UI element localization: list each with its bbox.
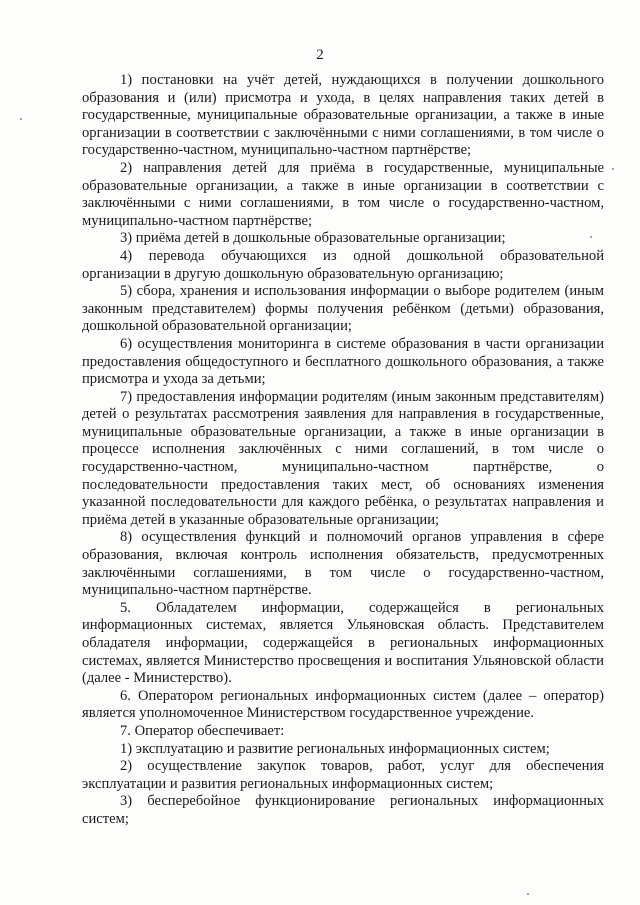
paragraph-10: 6. Оператором региональных информационных систем (далее – оператор) является уполномоченное Министерством государственное учреждение. [82,687,604,722]
paragraph-6: 6) осуществления мониторинга в системе образования в части организации предоставления общедоступного и бесплатного дошкольного образования, а также присмотра и ухода за детьми; [82,335,604,388]
paragraph-2: 2) направления детей для приёма в государственные, муниципальные образовательные организации, а также в иные организации в соответствии с заключёнными с ними соглашениями, в том числе о государственно-частном, муниципально-частном партнёрстве; [82,159,604,229]
scan-speck [612,168,614,170]
paragraph-13: 2) осуществление закупок товаров, работ, услуг для обеспечения эксплуатации и развития региональных информационных систем; [82,758,604,792]
page-number: 2 [316,47,324,63]
paragraph-14: 3) бесперебойное функционирование региональных информационных систем; [82,793,604,827]
scan-speck [527,893,529,895]
document-body [82,72,604,829]
paragraph-12: 1) эксплуатацию и развитие региональных информационных систем; [120,740,550,757]
paragraph-8: 8) осуществления функций и полномочий органов управления в сфере образования, включая контроль исполнения обязательств, предусмотренных заключёнными соглашениями, в том числе о государственно-частном, муниципально-частном партнёрстве. [82,529,604,599]
paragraph-9: 5. Обладателем информации, содержащейся в региональных информационных системах, является Ульяновская область. Представителем обладателя информации, содержащейся в региональных информационных системах, является Министерство просвещения и воспитания Ульяновской области (далее - Министерство). [82,599,604,687]
paragraph-1: 1) постановки на учёт детей, нуждающихся в получении дошкольного образования и (или) присмотра и ухода, в целях направления таких детей в государственные, муниципальные образовательные организации, а также в иные организации в соответствии с заключёнными с ними соглашениями, в том числе о государственно-частном, муниципально-частном партнёрстве; [82,72,604,159]
paragraph-5: 5) сбора, хранения и использования информации о выборе родителем (иным законным представителем) формы получения ребёнком (детьми) образования, дошкольной образовательной организации; [82,283,604,335]
paragraph-3: 3) приёма детей в дошкольные образовательные организации; [120,230,506,247]
scan-speck [590,236,592,238]
scan-speck [20,118,22,120]
paragraph-11: 7. Оператор обеспечивает: [120,722,285,739]
paragraph-4: 4) перевода обучающихся из одной дошкольной образовательной организации в другую дошкольную образовательную организацию; [82,247,604,282]
paragraph-7: 7) предоставления информации родителям (иным законным представителям) детей о результатах рассмотрения заявления для направления в государственные, муниципальные образовательные организации, а также в иные организации в процессе исполнения заключённых с ними соглашений, в том числе о государственно-частном, муниципально-частном партнёрстве, о последовательности предоставления таких мест, об основаниях изменения указанной последовательности для каждого ребёнка, о результатах направления и приёма детей в указанные образовательные организации; [82,388,604,528]
